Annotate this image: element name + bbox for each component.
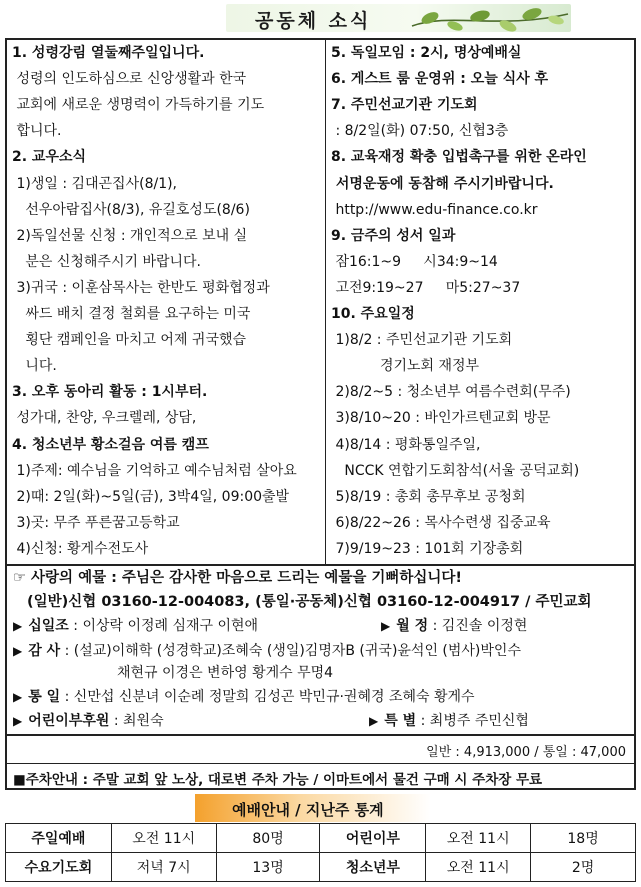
table-cell: 어린이부 (320, 824, 426, 853)
news-heading: 2. 교우소식 (12, 149, 87, 166)
news-heading: 1. 성령강림 열둘째주일입니다. (12, 45, 205, 61)
news-line: 성령의 인도하심으로 신앙생활과 한국 (12, 71, 247, 88)
triangle-icon: ▶ (369, 714, 379, 728)
leaf-decoration-icon (410, 4, 570, 34)
children-row: ▶ 어린이부후원 : 최원숙 (13, 713, 164, 729)
summary-section (5, 734, 636, 790)
parking-notice: ■주차안내 : 주말 교회 앞 노상, 대로변 주차 가능 / 이마트에서 물건 구매 시 주차장 무료 (13, 772, 543, 788)
news-line: 고전9:19~27 마5:27~37 (331, 279, 521, 296)
worship-stats-table (5, 823, 636, 882)
news-heading: 9. 금주의 성서 일과 (331, 227, 456, 244)
unity-row: ▶ 통 일 : 신만섭 신분녀 이순례 정말희 김성곤 박민규·권혜경 조혜숙 황게수 (13, 689, 475, 705)
news-line: 교회에 새로운 생명력이 가득하기를 기도 (12, 97, 265, 114)
news-line: 싸드 배치 결정 철회를 요구하는 미국 (12, 306, 251, 322)
offering-section (5, 566, 636, 734)
header (0, 0, 641, 40)
thanks-names-line1: (설교)이해학 (성경학교)조혜숙 (생일)김명자B (귀국)윤석인 (범사)박인수 (73, 643, 521, 659)
offering-accounts: (일반)신협 03160-12-004083, (통일·공동체)신협 03160-12-004917 / 주민교회 (27, 594, 592, 610)
children-label: 어린이부후원 (28, 713, 110, 729)
triangle-icon: ▶ (13, 690, 23, 704)
news-line: 잠16:1~9 시34:9~14 (331, 253, 498, 270)
table-row (6, 824, 636, 853)
news-heading: 7. 주민선교기관 기도회 (331, 97, 478, 114)
thanks-names-line2: 채현규 이경은 변하영 황게수 무명4 (117, 665, 334, 681)
thanks-label: 감 사 (28, 643, 61, 659)
monthly-names: 김진솔 이정현 (441, 618, 528, 634)
table-cell: 수요기도회 (6, 853, 112, 882)
news-heading: 서명운동에 동참해 주시기바랍니다. (331, 175, 554, 192)
news-heading: 5. 독일모임 : 2시, 명상예배실 (331, 45, 522, 61)
news-section (5, 38, 636, 566)
news-line: 2)독일선물 신청 : 개인적으로 보내 실 (12, 227, 248, 244)
table-cell: 저녁 7시 (111, 853, 216, 882)
news-line: 1)생일 : 김대곤집사(8/1), (12, 175, 178, 192)
news-line: 1)8/2 : 주민선교기관 기도회 (331, 332, 513, 349)
news-line: 성가대, 찬양, 우크렐레, 상담, (12, 410, 197, 427)
news-heading: 3. 오후 동아리 활동 : 1시부터. (12, 384, 208, 401)
table-cell: 2명 (531, 853, 636, 882)
tithe-label: 십일조 (28, 618, 69, 634)
table-cell: 80명 (216, 824, 320, 853)
tithe-names: 이상락 이정례 심재구 이현애 (82, 618, 259, 634)
table-cell: 청소년부 (320, 853, 426, 882)
news-line: 3)8/10~20 : 바인가르텐교회 방문 (331, 410, 551, 427)
table-cell: 오전 11시 (426, 824, 531, 853)
table-row (6, 853, 636, 882)
table-cell: 오전 11시 (111, 824, 216, 853)
news-line: 니다. (12, 358, 57, 375)
page-title: 공동체 소식 (255, 10, 372, 32)
news-line: 합니다. (12, 123, 62, 140)
news-line: 선우아람집사(8/3), 유길호성도(8/6) (12, 201, 250, 218)
special-row: ▶ 특 별 : 최병주 주민신협 (369, 713, 529, 729)
news-line: 횡단 캠페인을 마치고 어제 귀국했습 (12, 332, 247, 349)
news-line: 분은 신청해주시기 바랍니다. (12, 253, 201, 270)
offering-totals: 일반 : 4,913,000 / 통일 : 47,000 (426, 745, 626, 760)
news-line: 3)귀국 : 이훈삼목사는 한반도 평화협정과 (12, 279, 270, 296)
news-line: 4)신청: 황게수전도사 (12, 540, 149, 557)
news-line: 7)9/19~23 : 101회 기장총회 (331, 540, 524, 557)
table-cell: 13명 (216, 853, 320, 882)
news-heading: 8. 교육재정 확충 입법촉구를 위한 온라인 (331, 149, 587, 166)
news-line: : 8/2일(화) 07:50, 신협3층 (331, 123, 509, 140)
worship-title: 예배안내 / 지난주 통계 (232, 801, 384, 819)
news-line: 경기노회 재정부 (331, 358, 480, 375)
news-line: http://www.edu-finance.co.kr (331, 201, 538, 218)
thanks-row: ▶ 감 사 : (설교)이해학 (성경학교)조혜숙 (생일)김명자B (귀국)윤석인 (범사)박인수 (13, 643, 521, 659)
special-label: 특 별 (384, 713, 417, 729)
triangle-icon: ▶ (381, 619, 391, 633)
news-heading: 6. 게스트 룸 운영위 : 오늘 식사 후 (331, 71, 549, 88)
news-line: 3)곳: 무주 푸른꿈고등학교 (12, 514, 180, 531)
triangle-icon: ▶ (13, 619, 23, 633)
table-cell: 오전 11시 (426, 853, 531, 882)
table-cell: 주일예배 (6, 824, 112, 853)
news-line: 5)8/19 : 총회 총무후보 공청회 (331, 488, 526, 505)
offering-title: ☞ 사랑의 예물 : 주님은 감사한 마음으로 드리는 예물을 기뻐하십니다! (13, 570, 463, 586)
tithe-row: ▶ 십일조 : 이상락 이정례 심재구 이현애 (13, 618, 259, 634)
monthly-row: ▶ 월 정 : 김진솔 이정현 (381, 618, 528, 634)
triangle-icon: ▶ (13, 644, 23, 658)
news-line: 1)주제: 예수님을 기억하고 예수님처럼 살아요 (12, 462, 297, 479)
children-names: 최원숙 (123, 713, 164, 729)
table-cell: 18명 (531, 824, 636, 853)
news-line: 2)때: 2일(화)~5일(금), 3박4일, 09:00출발 (12, 488, 290, 505)
news-line: 4)8/14 : 평화통일주일, (331, 436, 481, 453)
news-heading: 4. 청소년부 황소걸음 여름 캠프 (12, 436, 209, 453)
news-line: 2)8/2~5 : 청소년부 여름수련회(무주) (331, 384, 571, 401)
news-line: 6)8/22~26 : 목사수련생 집중교육 (331, 514, 551, 531)
column-divider (325, 40, 326, 564)
triangle-icon: ▶ (13, 714, 23, 728)
unity-label: 통 일 (28, 689, 61, 705)
monthly-label: 월 정 (396, 618, 429, 634)
summary-divider (7, 763, 634, 764)
unity-names: 신만섭 신분녀 이순례 정말희 김성곤 박민규·권혜경 조혜숙 황게수 (73, 689, 475, 705)
news-heading: 10. 주요일정 (331, 306, 415, 322)
special-names: 최병주 주민신협 (429, 713, 529, 729)
news-line: NCCK 연합기도회참석(서울 공덕교회) (331, 462, 580, 479)
